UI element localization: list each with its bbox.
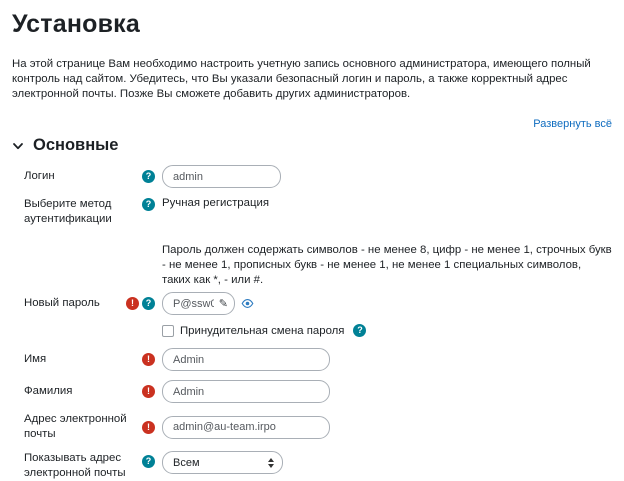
- email-visibility-label: Показывать адрес электронной почты: [24, 452, 126, 479]
- page-title: Установка: [12, 10, 140, 38]
- help-icon[interactable]: ?: [142, 297, 155, 310]
- required-icon: !: [142, 353, 155, 366]
- email-visibility-select[interactable]: [162, 451, 283, 474]
- pencil-icon: ✎: [218, 298, 228, 310]
- select-arrows-icon: [268, 458, 274, 468]
- expand-all-row: [12, 114, 612, 132]
- lastname-input[interactable]: [162, 380, 330, 403]
- help-icon[interactable]: ?: [142, 455, 155, 468]
- admin-account-form: [12, 165, 612, 481]
- auth-method-label: Выберите метод аутентификации: [24, 198, 112, 225]
- unmask-password-eye-icon[interactable]: [241, 297, 254, 310]
- new-password-input[interactable]: [162, 292, 235, 315]
- expand-all-link[interactable]: Развернуть всё: [533, 118, 612, 130]
- help-icon[interactable]: ?: [353, 324, 366, 337]
- row-firstname: [24, 348, 612, 371]
- email-input[interactable]: [162, 416, 330, 439]
- password-policy-hint: Пароль должен содержать символов - не менее 8, цифр - не менее 1, строчных букв - не менее 1, прописных букв - не менее 1, не менее 1 специальных символов, таких как *, - или #.: [162, 244, 612, 286]
- email-visibility-value: Всем: [173, 456, 200, 469]
- section-header-general[interactable]: [12, 136, 612, 155]
- section-title: Основные: [33, 136, 119, 154]
- username-label: Логин: [24, 170, 55, 182]
- lastname-label: Фамилия: [24, 385, 73, 397]
- row-lastname: [24, 380, 612, 403]
- row-auth-method: [24, 197, 612, 227]
- auth-method-value: Ручная регистрация: [162, 197, 270, 209]
- row-force-password-change: [24, 324, 612, 337]
- firstname-input[interactable]: [162, 348, 330, 371]
- row-email-visibility: [24, 451, 612, 481]
- chevron-down-icon: [12, 140, 24, 152]
- row-password-hint: [24, 241, 612, 288]
- help-icon[interactable]: ?: [142, 198, 155, 211]
- force-password-change-checkbox[interactable]: [162, 325, 174, 337]
- help-icon[interactable]: ?: [142, 170, 155, 183]
- required-icon: !: [142, 421, 155, 434]
- force-password-change-label: Принудительная смена пароля: [180, 324, 345, 337]
- row-username: [24, 165, 612, 188]
- row-email: [24, 412, 612, 442]
- row-new-password: [24, 292, 612, 315]
- email-label: Адрес электронной почты: [24, 413, 127, 440]
- new-password-label: Новый пароль: [24, 297, 100, 309]
- required-icon: !: [142, 385, 155, 398]
- username-input[interactable]: [162, 165, 281, 188]
- required-icon: !: [126, 297, 139, 310]
- firstname-label: Имя: [24, 353, 47, 365]
- intro-text: На этой странице Вам необходимо настроить учетную запись основного администратора, имеющего полный контроль над сайтом. Убедитесь, что Вы указали безопасный логин и пароль, а также корректный адрес электронной почты. Позже Вы сможете добавить других администраторов.: [12, 58, 591, 100]
